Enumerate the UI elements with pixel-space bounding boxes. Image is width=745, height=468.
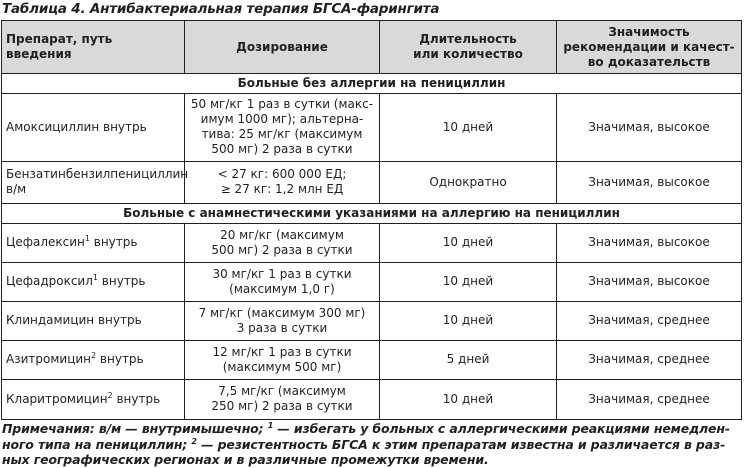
dose-cell xyxy=(185,161,380,203)
dose-cell xyxy=(185,340,380,379)
footnote-mark: 1 xyxy=(84,234,90,244)
drug-name: Кларитромицин xyxy=(6,391,108,406)
dose-line: 30 мг/кг 1 раз в сутки xyxy=(212,266,352,281)
section-title: Больные без аллергии на пенициллин xyxy=(2,74,742,94)
dose-line: 7 мг/кг (максимум 300 мг) xyxy=(198,305,366,320)
table-row xyxy=(2,223,742,262)
duration-cell: 10 дней xyxy=(380,94,557,162)
note-text: — избегать у больных с аллергическими реакциями немедлен- xyxy=(273,421,730,436)
drug-route: внутрь xyxy=(96,352,144,367)
header-row xyxy=(2,21,742,74)
note-line xyxy=(2,421,743,437)
significance-cell: Значимая, высокое xyxy=(557,262,742,301)
drug-cell xyxy=(2,340,185,379)
drug-cell: Клиндамицин внутрь xyxy=(2,301,185,340)
note-text: — резистентность БГСА к этим препаратам известна и различается в раз- xyxy=(196,436,726,452)
section-title: Больные с анамнестическими указаниями на аллергию на пенициллин xyxy=(2,203,742,223)
drug-cell: Амоксициллин внутрь xyxy=(2,94,185,162)
dose-cell xyxy=(185,262,380,301)
dose-line: 250 мг) 2 раза в сутки xyxy=(211,399,353,414)
footnote-mark: 2 xyxy=(107,390,113,400)
header-significance xyxy=(557,21,742,74)
drug-name: Цефалексин xyxy=(6,235,85,250)
duration-cell: 10 дней xyxy=(380,223,557,262)
dose-cell xyxy=(185,379,380,419)
dose-line: имум 1000 мг); альтерна- xyxy=(200,112,364,127)
drug-cell xyxy=(2,262,185,301)
significance-cell: Значимая, высокое xyxy=(557,94,742,162)
note-text: ного типа на пенициллин; xyxy=(2,436,192,452)
dose-line: 3 раза в сутки xyxy=(236,320,328,335)
drug-name: Азитромицин xyxy=(6,352,92,367)
dose-cell xyxy=(185,301,380,340)
duration-cell: Однократно xyxy=(380,161,557,203)
table-notes xyxy=(2,421,743,468)
dose-line: 7,5 мг/кг (максимум xyxy=(218,384,346,399)
footnote-mark: 1 xyxy=(267,420,274,430)
significance-cell: Значимая, среднее xyxy=(557,301,742,340)
note-text: Примечания: в/м — внутримышечно; xyxy=(2,421,268,436)
drug-route: внутрь xyxy=(112,391,161,406)
footnote-mark: 2 xyxy=(91,351,97,361)
header-drug: Препарат, путь введения xyxy=(2,21,185,74)
dose-line: тива: 25 мг/кг (максимум xyxy=(201,127,363,142)
significance-cell: Значимая, среднее xyxy=(557,379,742,419)
drug-name: Цефадроксил xyxy=(6,274,93,289)
dose-line: ≥ 27 кг: 1,2 млн ЕД xyxy=(220,182,344,197)
significance-cell: Значимая, высокое xyxy=(557,223,742,262)
header-duration-line: Длительность xyxy=(419,32,517,46)
drug-cell xyxy=(2,223,185,262)
significance-cell: Значимая, высокое xyxy=(557,161,742,203)
table-row xyxy=(2,262,742,301)
dose-line: 12 мг/кг 1 раз в сутки xyxy=(212,344,352,359)
header-duration xyxy=(380,21,557,74)
table-row xyxy=(2,340,742,379)
dose-line: (максимум 1,0 г) xyxy=(229,281,335,296)
table-caption: Таблица 4. Антибактериальная терапия БГСА-фарингита xyxy=(2,1,440,17)
footnote-mark: 1 xyxy=(92,273,98,283)
dose-cell xyxy=(185,94,380,162)
dose-line: 500 мг) 2 раза в сутки xyxy=(211,142,353,157)
note-line xyxy=(2,437,743,453)
header-significance-line: Значимость xyxy=(608,24,690,39)
drug-route: внутрь xyxy=(89,235,138,250)
duration-cell: 10 дней xyxy=(380,262,557,301)
table-row xyxy=(2,379,742,419)
header-significance-line: во доказательств xyxy=(587,54,711,69)
note-line: ных географических регионах и в различные промежутки времени. xyxy=(2,452,489,467)
table-row xyxy=(2,161,742,203)
dose-line: 500 мг) 2 раза в сутки xyxy=(211,242,353,257)
drug-route: внутрь xyxy=(97,274,146,289)
dose-line: (максимум 500 мг) xyxy=(222,359,342,374)
drug-line: Бензатинбензилпенициллин xyxy=(6,167,189,182)
drug-cell xyxy=(2,161,189,203)
antibacterial-therapy-table xyxy=(1,20,742,420)
duration-cell: 5 дней xyxy=(380,340,557,379)
dose-cell xyxy=(185,223,380,262)
header-dose: Дозирование xyxy=(185,21,380,74)
footnote-mark: 2 xyxy=(191,436,197,446)
significance-cell: Значимая, среднее xyxy=(557,340,742,379)
dose-line: < 27 кг: 600 000 ЕД; xyxy=(217,167,347,182)
section-row xyxy=(2,74,742,94)
drug-line: в/м xyxy=(6,182,27,197)
dose-line: 50 мг/кг 1 раз в сутки (макс- xyxy=(190,97,374,112)
header-significance-line: рекомендации и качест- xyxy=(563,39,735,54)
table-row xyxy=(2,94,742,162)
duration-cell: 10 дней xyxy=(380,301,557,340)
dose-line: 20 мг/кг (максимум xyxy=(220,227,344,242)
header-duration-line: или количество xyxy=(413,47,523,61)
drug-cell xyxy=(2,379,185,419)
section-row xyxy=(2,203,742,223)
duration-cell: 10 дней xyxy=(380,379,557,419)
table-row xyxy=(2,301,742,340)
